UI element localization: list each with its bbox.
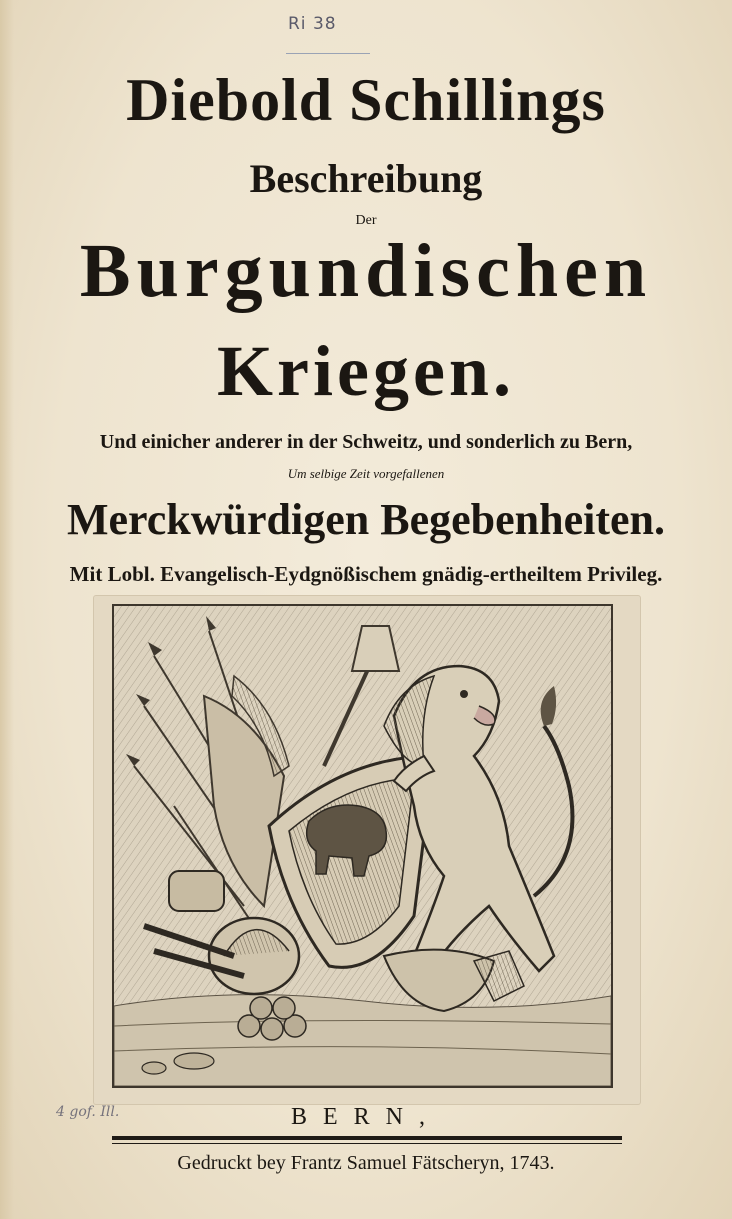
engraving-lion-bear-shield	[112, 604, 613, 1088]
title-author: Diebold Schillings	[126, 67, 606, 133]
imprint-place: BERN,	[290, 1104, 441, 1130]
shelfmark-underline	[286, 53, 370, 54]
imprint-rule-thin	[112, 1143, 622, 1144]
handwritten-note: 4 gof. Ill.	[56, 1104, 120, 1120]
imprint-printer-line: Gedruckt bey Frantz Samuel Fätscheryn, 1743.	[177, 1152, 555, 1174]
title-kriegen: Kriegen.	[217, 331, 515, 411]
title-der: Der	[355, 213, 377, 228]
subtitle-merckwuerdigen: Merckwürdigen Begebenheiten.	[66, 495, 666, 544]
shelfmark: Ri 38	[288, 14, 337, 34]
subtitle-line-1: Und einicher anderer in der Schweitz, und sonderlich zu Bern,	[99, 431, 633, 453]
privilege-line: Mit Lobl. Evangelisch-Eydgnößischem gnädig-ertheiltem Privileg.	[69, 562, 663, 586]
imprint-rule-thick	[112, 1136, 622, 1140]
subtitle-line-2: Um selbige Zeit vorgefallenen	[287, 466, 445, 481]
title-beschreibung: Beschreibung	[249, 156, 483, 201]
title-burgundischen: Burgundischen	[79, 229, 653, 313]
